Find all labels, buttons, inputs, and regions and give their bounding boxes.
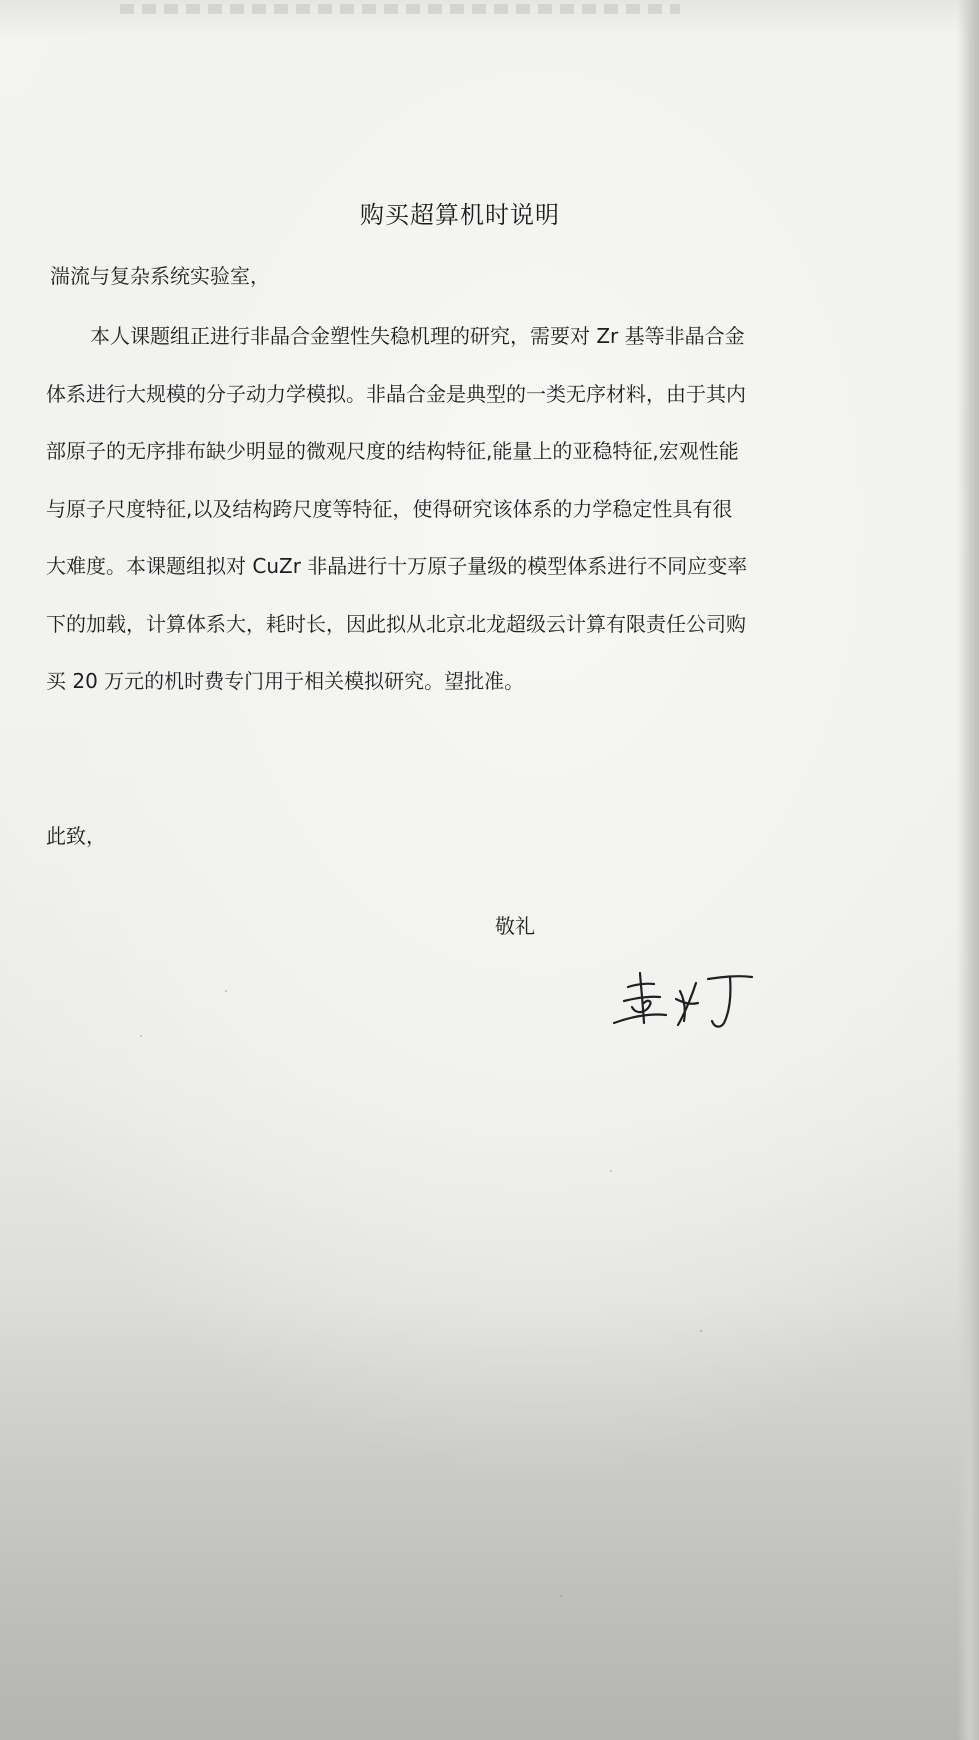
body-line: 本人课题组正进行非晶合金塑性失稳机理的研究，需要对 Zr 基等非晶合金 [90, 324, 745, 348]
body-line: 大难度。本课题组拟对 CuZr 非晶进行十万原子量级的模型体系进行不同应变率 [46, 554, 748, 578]
paper-right-edge [957, 0, 979, 1740]
body-line: 部原子的无序排布缺少明显的微观尺度的结构特征,能量上的亚稳特征,宏观性能 [46, 439, 739, 463]
paper-top-fold [0, 0, 979, 38]
paper-speck [140, 1035, 142, 1037]
paper-shadow [0, 1300, 979, 1740]
handwritten-signature [610, 965, 760, 1045]
body-line: 买 20 万元的机时费专门用于相关模拟研究。望批准。 [46, 669, 525, 693]
body-line: 下的加载，计算体系大，耗时长，因此拟从北京北龙超级云计算有限责任公司购 [46, 611, 746, 636]
document-title: 购买超算机时说明 [360, 201, 560, 229]
closing-phrase: 此致， [46, 824, 106, 848]
body-line: 与原子尺度特征,以及结构跨尺度等特征，使得研究该体系的力学稳定性具有很 [46, 496, 733, 521]
paper-speck [700, 1330, 702, 1332]
paper-speck [560, 1595, 562, 1597]
paper-speck [225, 990, 227, 992]
body-paragraph [46, 308, 906, 711]
bleed-through-text [120, 4, 680, 14]
regards-phrase: 敬礼 [495, 914, 535, 938]
paper-speck [610, 1170, 612, 1172]
body-line: 体系进行大规模的分子动力学模拟。非晶合金是典型的一类无序材料，由于其内 [46, 381, 746, 406]
salutation: 湍流与复杂系统实验室， [50, 264, 270, 288]
